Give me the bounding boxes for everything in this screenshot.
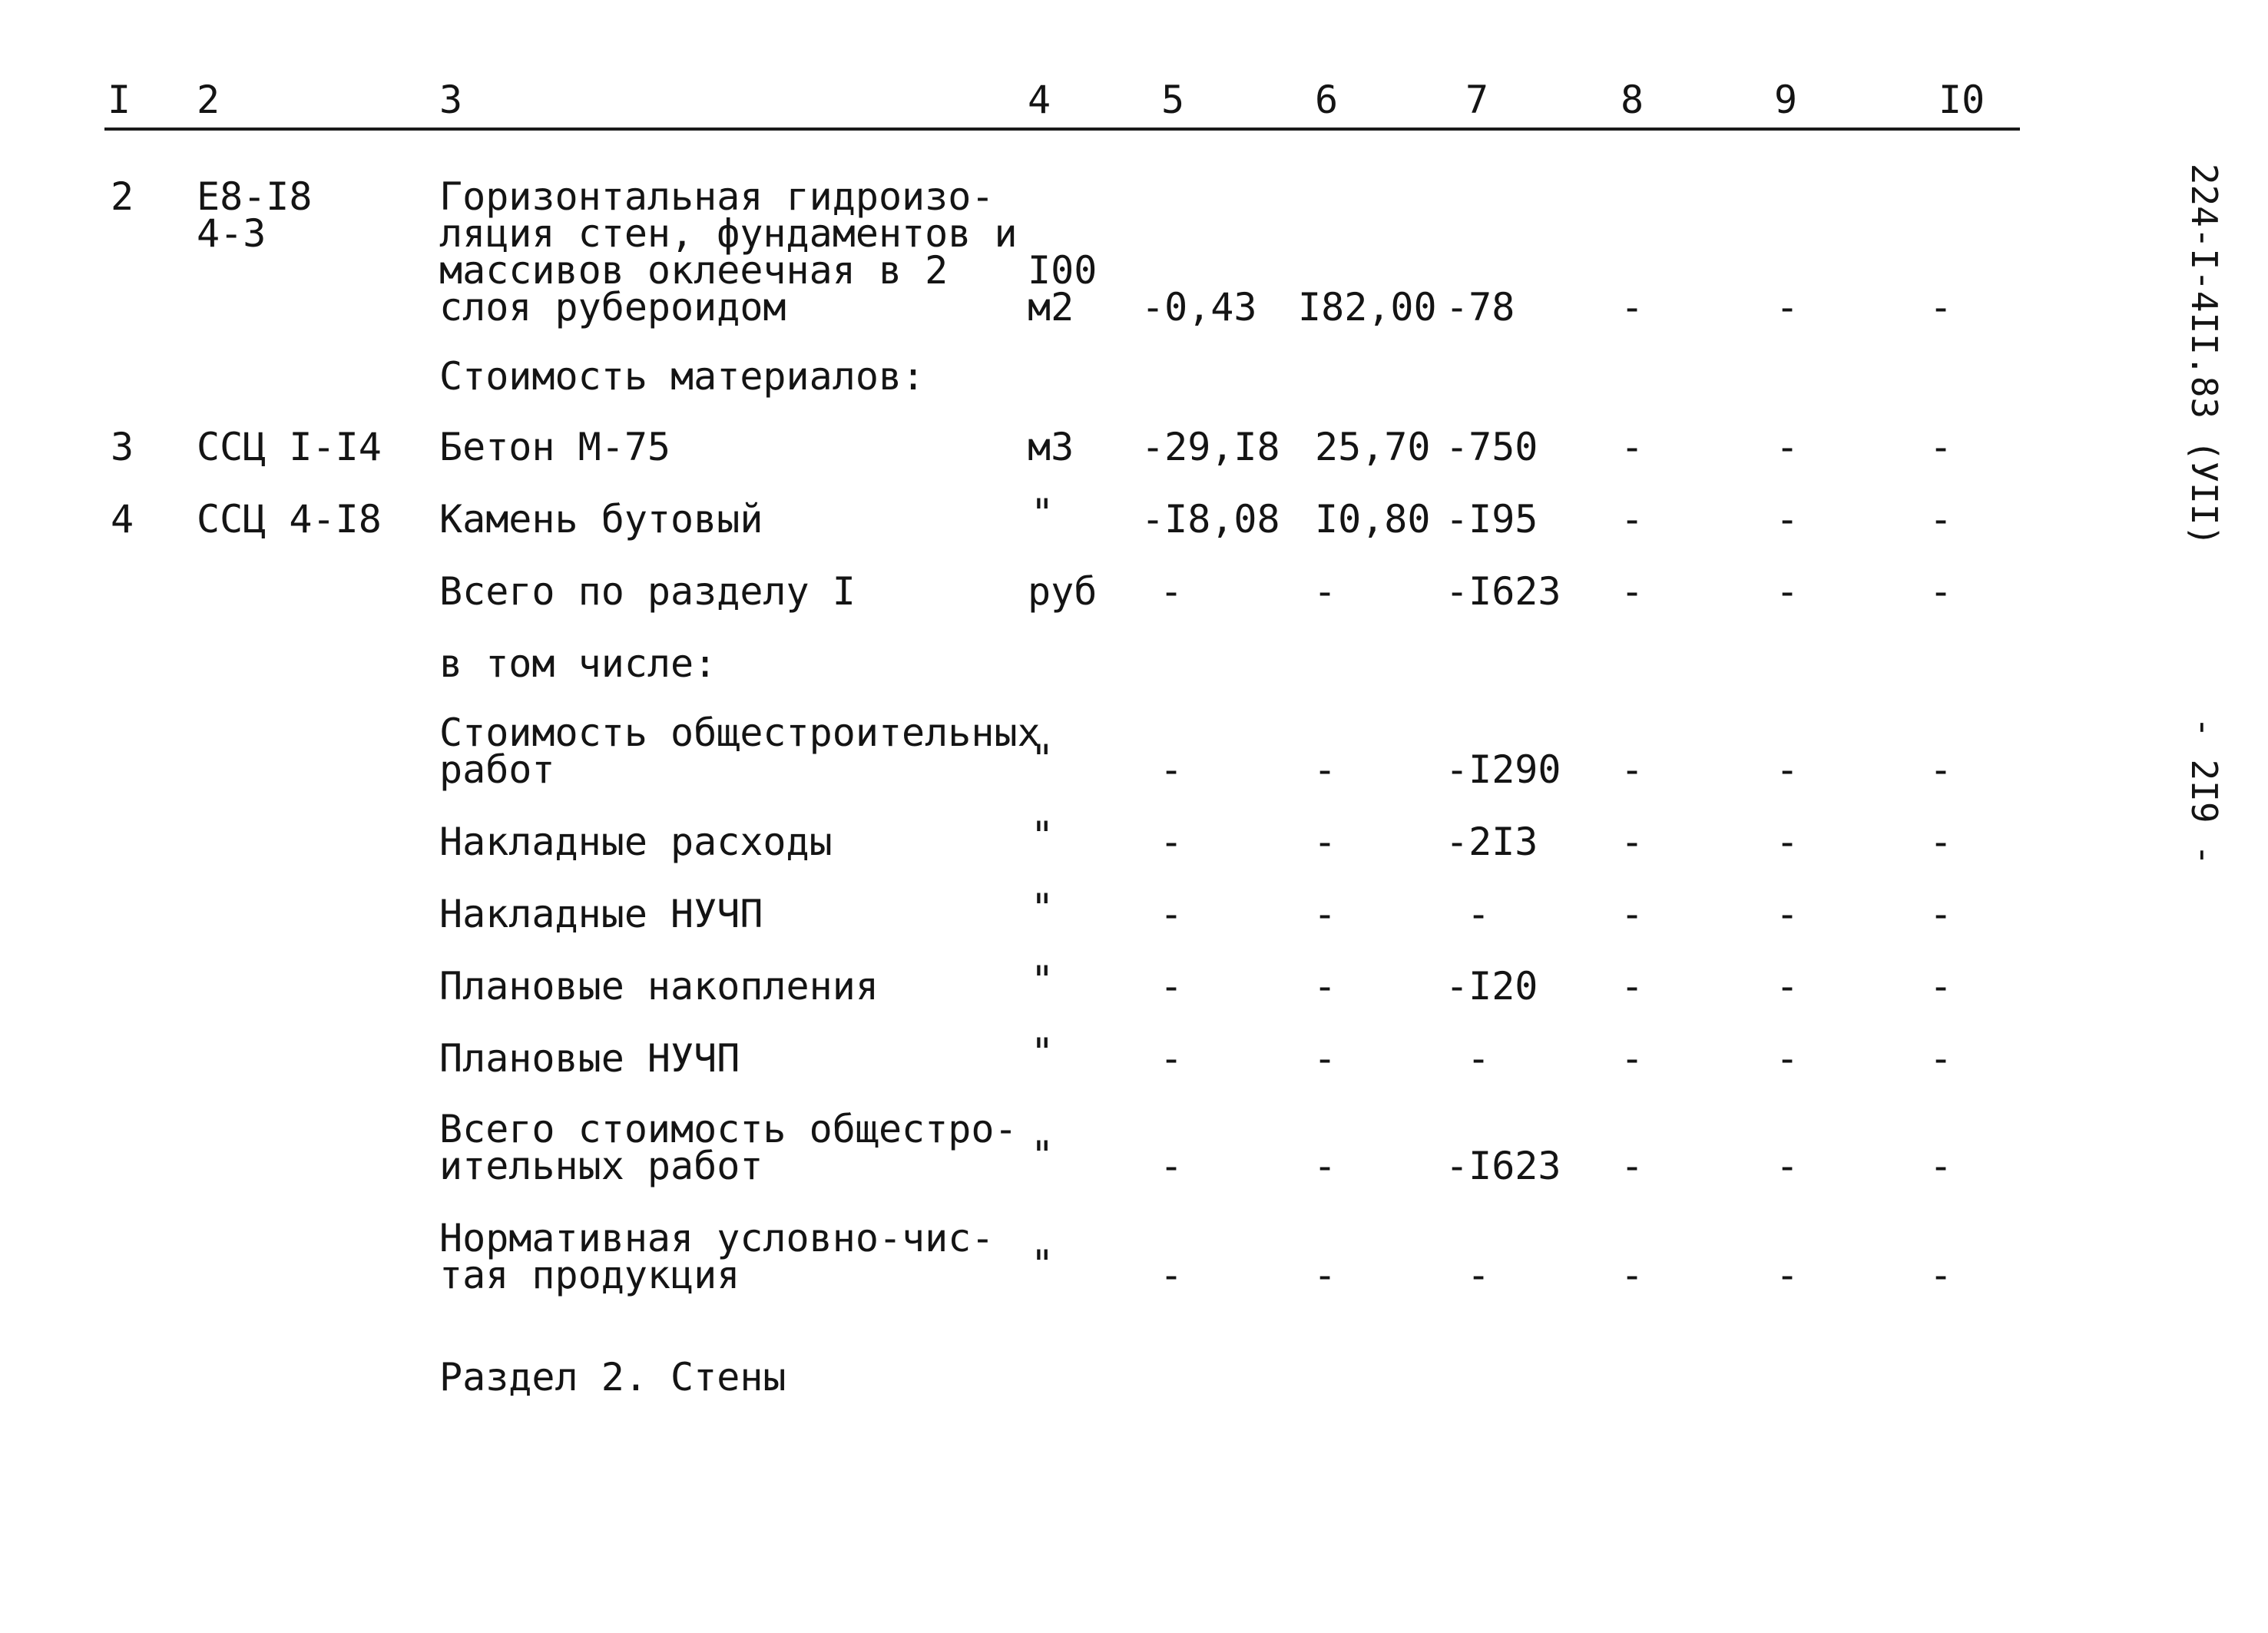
row-col8: - — [1621, 964, 1644, 1009]
row-name: Стоимость общестроительных работ — [439, 711, 1041, 792]
row-col8: - — [1621, 820, 1644, 864]
row-col9: - — [1776, 425, 1800, 469]
row-col5: - — [1160, 820, 1184, 864]
row-col9: - — [1776, 964, 1800, 1009]
row-name: Горизонтальная гидроизо- ляция стен, фундаментов и массивов оклеечная в 2 слоя рубероидом — [439, 174, 1018, 330]
row-number: 3 — [111, 425, 134, 469]
row-col9: - — [1776, 747, 1800, 792]
row-code: ССЦ 4-I8 — [197, 497, 382, 542]
row-col10: - — [1929, 497, 1953, 542]
row-col6: - — [1313, 892, 1337, 936]
row-name: Накладные НУЧП — [439, 892, 763, 936]
row-col5: - — [1160, 1036, 1184, 1081]
column-header-9: 9 — [1774, 78, 1798, 122]
row-col5: - — [1160, 892, 1184, 936]
row-col5: -I8,08 — [1141, 497, 1280, 542]
row-name: Всего по разделу I — [439, 569, 856, 614]
row-col7: -78 — [1445, 285, 1515, 330]
row-col6: - — [1313, 1144, 1337, 1188]
page-number — [2166, 714, 2243, 868]
row-code: ССЦ I-I4 — [197, 425, 382, 469]
row-col6: - — [1313, 569, 1337, 614]
row-unit: " — [1031, 958, 1055, 1002]
column-header-row — [0, 77, 2268, 131]
row-col10: - — [1929, 820, 1953, 864]
row-col7: -I623 — [1445, 1144, 1561, 1188]
column-header-3: 3 — [439, 78, 463, 122]
row-col8: - — [1621, 497, 1644, 542]
row-col6: - — [1313, 964, 1337, 1009]
row-col5: - — [1160, 1144, 1184, 1188]
row-col8: - — [1621, 892, 1644, 936]
section-title: Раздел 2. Стены — [439, 1355, 786, 1399]
row-name: Нормативная условно-чис- тая продукция — [439, 1216, 995, 1297]
row-col7: - — [1467, 1253, 1491, 1297]
row-number: 2 — [111, 174, 134, 219]
row-col10: - — [1929, 964, 1953, 1009]
row-col6: - — [1313, 1253, 1337, 1297]
column-header-10: I0 — [1939, 78, 1985, 122]
header-underline — [104, 128, 2020, 131]
row-col7: - — [1467, 1036, 1491, 1081]
row-col9: - — [1776, 820, 1800, 864]
row-name: Бетон М-75 — [439, 425, 671, 469]
row-col5: - — [1160, 964, 1184, 1009]
row-name: Накладные расходы — [439, 820, 833, 864]
document-code-text: 224-I-4II.83 (УII) — [2184, 163, 2225, 547]
row-number: 4 — [111, 497, 134, 542]
row-col7: -I290 — [1445, 747, 1561, 792]
row-col6: - — [1313, 820, 1337, 864]
row-col8: - — [1621, 285, 1644, 330]
row-col8: - — [1621, 425, 1644, 469]
row-col7: -I20 — [1445, 964, 1538, 1009]
column-header-8: 8 — [1621, 78, 1644, 122]
row-col6: I0,80 — [1315, 497, 1431, 542]
row-unit: " — [1031, 1242, 1055, 1287]
page-number-text: - 2I9 - — [2184, 717, 2225, 866]
row-col5: -29,I8 — [1141, 425, 1280, 469]
row-col6: - — [1313, 1036, 1337, 1081]
row-unit: " — [1031, 491, 1055, 535]
row-col10: - — [1929, 747, 1953, 792]
row-col10: - — [1929, 569, 1953, 614]
row-col10: - — [1929, 425, 1953, 469]
row-col5: - — [1160, 747, 1184, 792]
row-col8: - — [1621, 569, 1644, 614]
row-col7: -750 — [1445, 425, 1538, 469]
row-col10: - — [1929, 1144, 1953, 1188]
column-header-2: 2 — [197, 78, 220, 122]
row-unit: " — [1031, 886, 1055, 930]
row-unit: " — [1031, 813, 1055, 858]
row-unit: м3 — [1028, 425, 1074, 469]
row-col7: -2I3 — [1445, 820, 1538, 864]
row-col7: -I623 — [1445, 569, 1561, 614]
row-unit: I00 м2 — [1028, 248, 1098, 330]
row-col9: - — [1776, 569, 1800, 614]
row-col9: - — [1776, 1144, 1800, 1188]
row-col6: - — [1313, 747, 1337, 792]
row-col6: 25,70 — [1315, 425, 1431, 469]
row-col7: -I95 — [1445, 497, 1538, 542]
row-col8: - — [1621, 1144, 1644, 1188]
row-col10: - — [1929, 892, 1953, 936]
row-col9: - — [1776, 1036, 1800, 1081]
row-name: Плановые НУЧП — [439, 1036, 740, 1081]
row-unit: " — [1031, 737, 1055, 781]
row-col7: - — [1467, 892, 1491, 936]
row-col9: - — [1776, 892, 1800, 936]
column-header-4: 4 — [1028, 78, 1051, 122]
column-header-5: 5 — [1161, 78, 1185, 122]
row-col5: - — [1160, 1253, 1184, 1297]
row-col5: -0,43 — [1141, 285, 1257, 330]
row-unit: руб — [1028, 569, 1098, 614]
row-col10: - — [1929, 285, 1953, 330]
row-col8: - — [1621, 1253, 1644, 1297]
row-code: Е8-I8 4-3 — [197, 174, 313, 256]
row-col10: - — [1929, 1036, 1953, 1081]
document-code — [2166, 140, 2243, 570]
column-header-1: I — [108, 78, 131, 122]
row-col9: - — [1776, 285, 1800, 330]
row-col6: I82,00 — [1298, 285, 1437, 330]
column-header-7: 7 — [1465, 78, 1489, 122]
row-unit: " — [1031, 1030, 1055, 1075]
row-col9: - — [1776, 497, 1800, 542]
column-header-6: 6 — [1315, 78, 1339, 122]
row-name: Всего стоимость общестро- ительных работ — [439, 1107, 1018, 1188]
row-unit: " — [1031, 1133, 1055, 1178]
row-name: Стоимость материалов: — [439, 354, 925, 399]
row-col8: - — [1621, 747, 1644, 792]
row-col5: - — [1160, 569, 1184, 614]
row-col8: - — [1621, 1036, 1644, 1081]
row-name: в том числе: — [439, 641, 717, 686]
row-name: Камень бутовый — [439, 497, 763, 542]
row-col9: - — [1776, 1253, 1800, 1297]
row-col10: - — [1929, 1253, 1953, 1297]
row-name: Плановые накопления — [439, 964, 879, 1009]
